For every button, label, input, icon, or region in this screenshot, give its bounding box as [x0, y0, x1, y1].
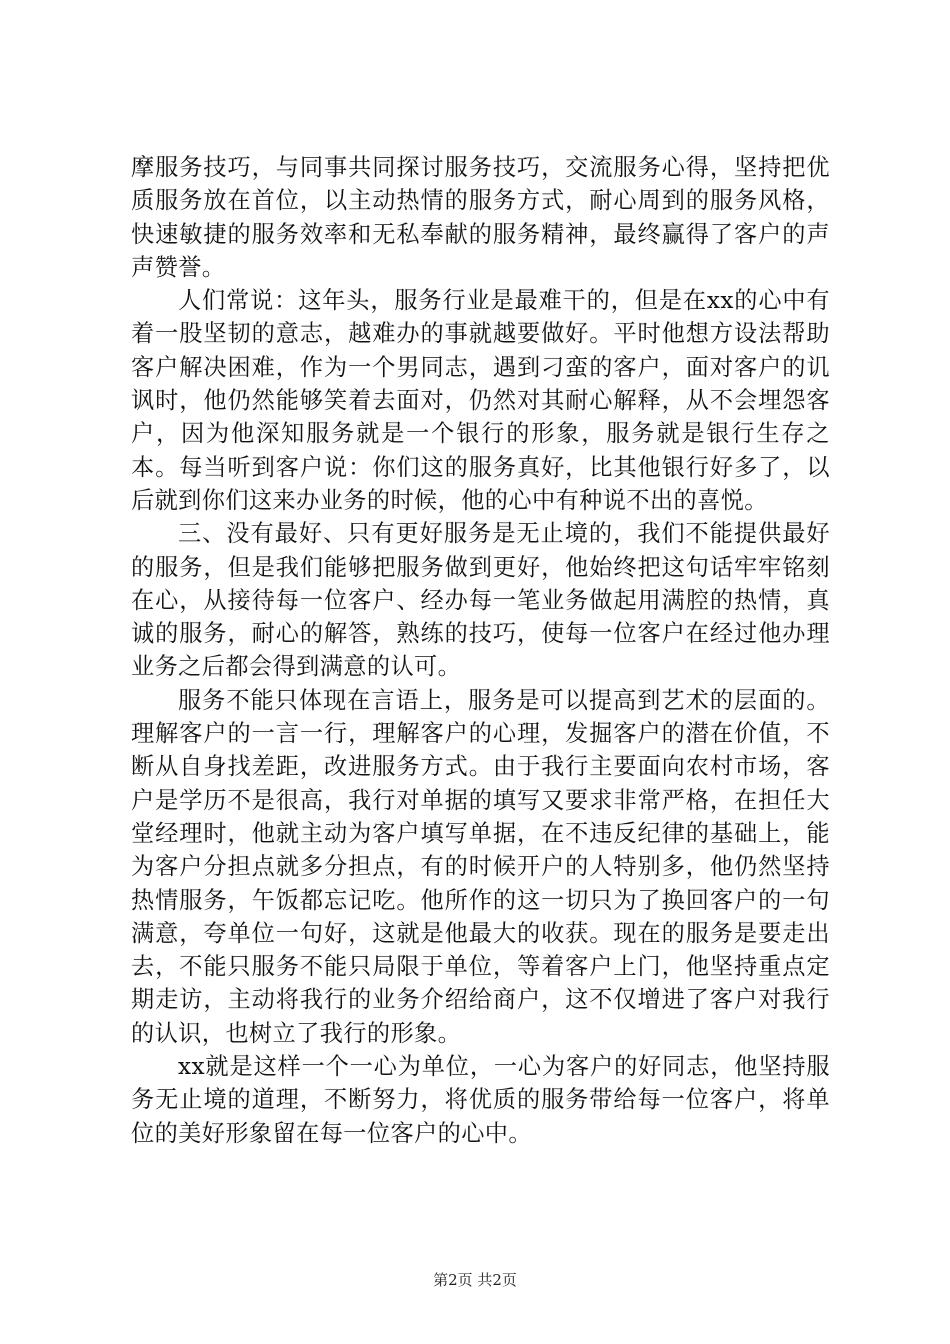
page-footer: 第2页 共2页 — [433, 1271, 517, 1289]
paragraph-1: 摩服务技巧，与同事共同探讨服务技巧，交流服务心得，坚持把优质服务放在首位，以主动热情的服务方式，耐心周到的服务风格，快速敏捷的服务效率和无私奉献的服务精神，最终赢得了客户的声声赞誉。 — [131, 154, 830, 281]
paragraph-5: xx就是这样一个一心为单位，一心为客户的好同志，他坚持服务无止境的道理，不断努力，将优质的服务带给每一位客户，将单位的美好形象留在每一位客户的心中。 — [131, 1053, 830, 1147]
paragraph-4: 服务不能只体现在言语上，服务是可以提高到艺术的层面的。理解客户的一言一行，理解客户的心理，发掘客户的潜在价值，不断从自身找差距，改进服务方式。由于我行主要面向农村市场，客户是学历不是很高，我行对单据的填写又要求非常严格，在担任大堂经理时，他就主动为客户填写单据，在不违反纪律的基础上，能为客户分担点就多分担点，有的时候开户的人特别多，他仍然坚持热情服务，午饭都忘记吃。他所作的这一切只为了换回客户的一句满意，夸单位一句好，这就是他最大的收获。现在的服务是要走出去，不能只服务不能只局限于单位，等着客户上门，他坚持重点定期走访，主动将我行的业务介绍给商户，这不仅增进了客户对我行的认识，也树立了我行的形象。 — [131, 686, 830, 1047]
paragraph-2: 人们常说：这年头，服务行业是最难干的，但是在xx的心中有着一股坚韧的意志，越难办的事就越要做好。平时他想方设法帮助客户解决困难，作为一个男同志，遇到刁蛮的客户，面对客户的讥讽时，他仍然能够笑着去面对，仍然对其耐心解释，从不会埋怨客户，因为他深知服务就是一个银行的形象，服务就是银行生存之本。每当听到客户说：你们这的服务真好，比其他银行好多了，以后就到你们这来办业务的时候，他的心中有种说不出的喜悦。 — [131, 287, 830, 514]
document-body — [131, 151, 830, 1150]
paragraph-3: 三、没有最好、只有更好服务是无止境的，我们不能提供最好的服务，但是我们能够把服务做到更好，他始终把这句话牢牢铭刻在心，从接待每一位客户、经办每一笔业务做起用满腔的热情，真诚的服务，耐心的解答，熟练的技巧，使每一位客户在经过他办理业务之后都会得到满意的认可。 — [131, 520, 830, 681]
